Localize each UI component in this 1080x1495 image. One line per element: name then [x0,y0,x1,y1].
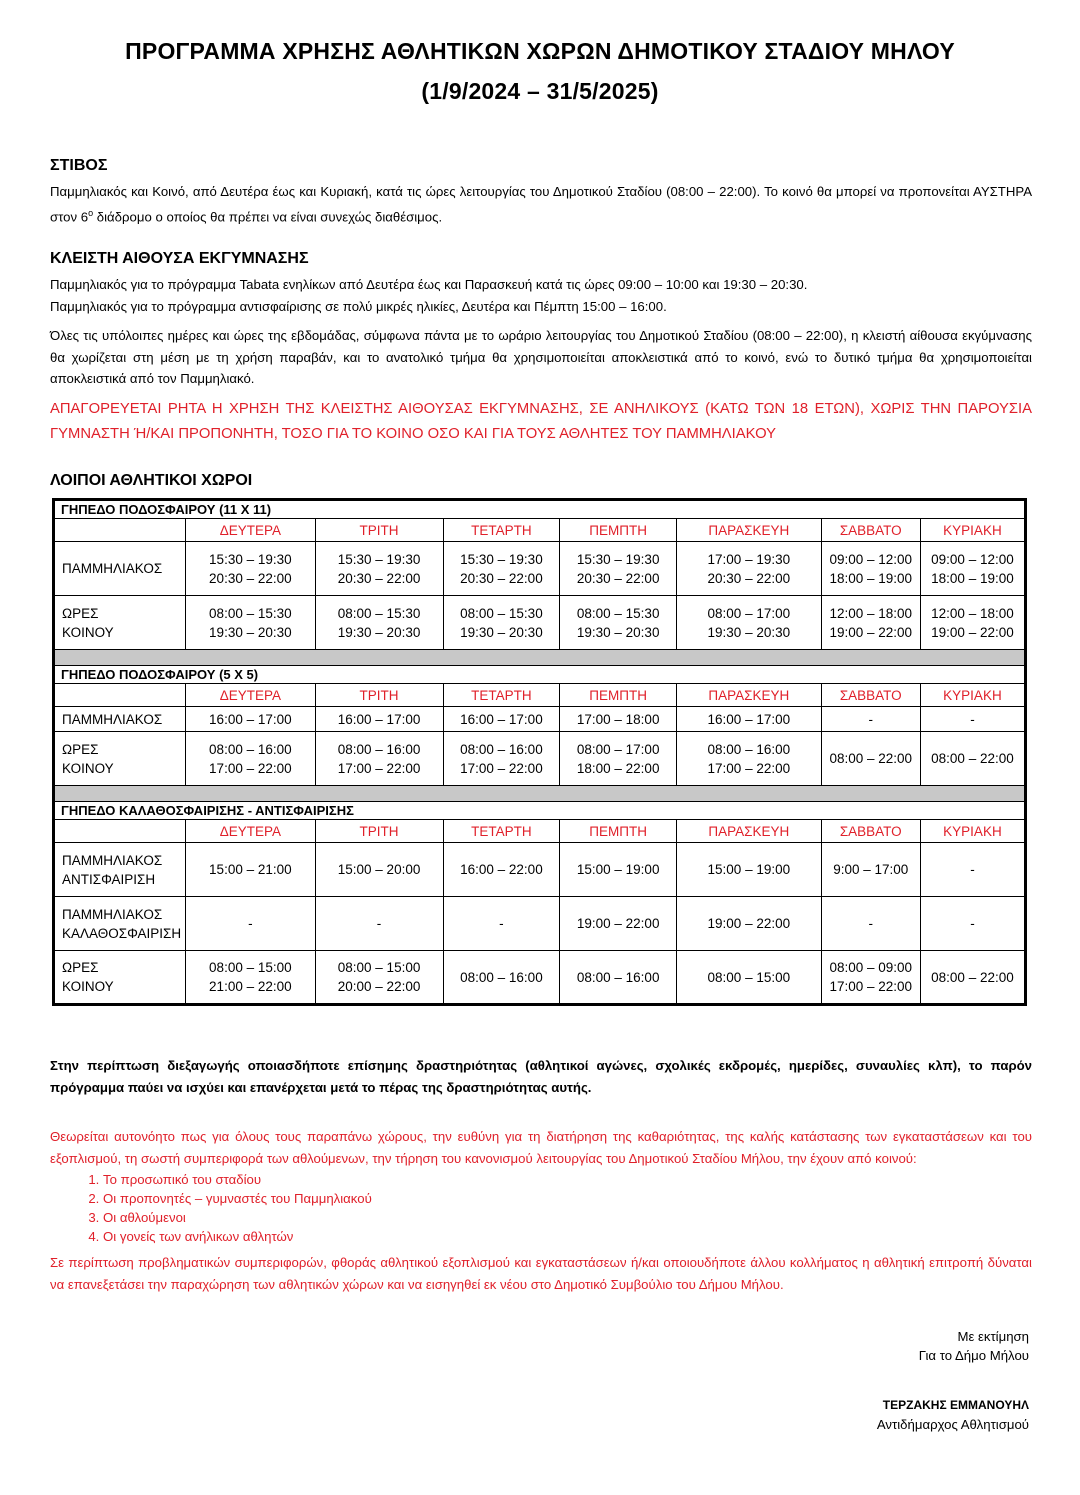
schedule-cell: 08:00 – 15:00 21:00 – 22:00 [186,951,315,1005]
schedule-cell: - [821,707,920,732]
other-facilities-heading: ΛΟΙΠΟΙ ΑΘΛΗΤΙΚΟΙ ΧΩΡΟΙ [50,472,253,489]
table-row [54,542,1026,596]
row-label: ΠΑΜΜΗΛΙΑΚΟΣ [54,707,186,732]
schedule-cell: 12:00 – 18:00 19:00 – 22:00 [920,596,1025,650]
schedule-cell: 08:00 – 16:00 [560,951,677,1005]
day-header: ΣΑΒΒΑΤΟ [821,519,920,542]
signatory-name: ΤΕΡΖΑΚΗΣ ΕΜΜΑΝΟΥΗΛ [882,1398,1029,1412]
schedule-cell: 15:00 – 19:00 [560,843,677,897]
schedule-cell: 15:30 – 19:30 20:30 – 22:00 [186,542,315,596]
schedule-cell: 15:00 – 19:00 [677,843,822,897]
schedule-cell: 17:00 – 18:00 [560,707,677,732]
schedule-cell: 08:00 – 22:00 [920,732,1025,786]
day-header: ΣΑΒΒΑΤΟ [821,684,920,707]
day-header: ΚΥΡΙΑΚΗ [920,684,1025,707]
schedule-cell: 08:00 – 16:00 17:00 – 22:00 [186,732,315,786]
section-title-row [54,500,1026,519]
signature-regards: Με εκτίμηση [957,1329,1029,1344]
day-header: ΠΕΜΠΤΗ [560,820,677,843]
signature-for: Για το Δήμο Μήλου [918,1348,1029,1363]
responsibility-text: Θεωρείται αυτονόητο πως για όλους τους παραπάνω χώρους, την ευθύνη για τη διατήρηση της καθαριότητας, της καλής κατάστασης των εγκαταστάσεων και του εξοπλισμού, τη σωστή συμπεριφορά των αθλούμενων, την τήρηση του κανονισμού λειτουργίας του Δημοτικού Σταδίου Μήλου, την έχουν από κοινού: [50,1129,1032,1166]
schedule-cell: - [920,707,1025,732]
schedule-cell: 08:00 – 15:30 19:30 – 20:30 [186,596,315,650]
facilities-schedule-table [52,498,1027,1006]
section-title: ΓΗΠΕΔΟ ΚΑΛΑΘΟΣΦΑΙΡΙΣΗΣ - ΑΝΤΙΣΦΑΙΡΙΣΗΣ [54,802,1026,820]
schedule-cell: 08:00 – 15:30 19:30 – 20:30 [560,596,677,650]
schedule-cell: 08:00 – 22:00 [821,732,920,786]
document-title: ΠΡΟΓΡΑΜΜΑ ΧΡΗΣΗΣ ΑΘΛΗΤΙΚΩΝ ΧΩΡΩΝ ΔΗΜΟΤΙΚΟΥ ΣΤΑΔΙΟΥ ΜΗΛΟΥ [125,38,955,64]
row-label: ΩΡΕΣ ΚΟΙΝΟΥ [54,596,186,650]
list-item: 3. Οι αθλούμενοι [103,1208,372,1227]
day-header: ΔΕΥΤΕΡΑ [186,820,315,843]
schedule-cell: 17:00 – 19:30 20:30 – 22:00 [677,542,822,596]
schedule-cell: 09:00 – 12:00 18:00 – 19:00 [920,542,1025,596]
day-header: ΤΕΤΑΡΤΗ [443,684,560,707]
day-header: ΔΕΥΤΕΡΑ [186,519,315,542]
official-activity-notice: Στην περίπτωση διεξαγωγής οποιασδήποτε επίσημης δραστηριότητας (αθλητικοί αγώνες, σχολικές εκδρομές, ημερίδες, συναυλίες κλπ), το παρόν πρόγραμμα παύει να ισχύει και επανέρχεται μετά το πέρας της δραστηριότητας αυτής. [50,1058,1032,1095]
days-header-row [54,519,1026,542]
schedule-cell: 08:00 – 15:00 [677,951,822,1005]
document-period: (1/9/2024 – 31/5/2025) [421,78,659,104]
table-row [54,897,1026,951]
schedule-cell: 08:00 – 22:00 [920,951,1025,1005]
stivos-text: Παμμηλιακός και Κοινό, από Δευτέρα έως και Κυριακή, κατά τις ώρες λειτουργίας του Δημοτικού Σταδίου (08:00 – 22:00). Το κοινό θα μπορεί να προπονείται ΑΥΣΤΗΡΑ στον $6^o$ διάδρομο ο οποίος θα πρέπει να είναι συνεχώς διαθέσιμος. [50,184,1032,224]
schedule-cell: - [920,897,1025,951]
section-title-row [54,802,1026,820]
day-header: ΤΡΙΤΗ [315,519,443,542]
schedule-cell: 08:00 – 16:00 17:00 – 22:00 [677,732,822,786]
day-header: ΔΕΥΤΕΡΑ [186,684,315,707]
day-header: ΠΕΜΠΤΗ [560,684,677,707]
day-header: ΚΥΡΙΑΚΗ [920,820,1025,843]
table-row [54,843,1026,897]
schedule-cell: 16:00 – 17:00 [443,707,560,732]
schedule-cell: 16:00 – 22:00 [443,843,560,897]
schedule-cell: 15:00 – 21:00 [186,843,315,897]
row-label: ΩΡΕΣ ΚΟΙΝΟΥ [54,732,186,786]
section-title-row [54,666,1026,684]
schedule-cell: 08:00 – 16:00 17:00 – 22:00 [315,732,443,786]
schedule-cell: - [821,897,920,951]
day-header: ΤΕΤΑΡΤΗ [443,519,560,542]
schedule-cell: - [315,897,443,951]
list-item: 1. Το προσωπικό του σταδίου [103,1170,372,1189]
day-header: ΤΡΙΤΗ [315,684,443,707]
table-row [54,732,1026,786]
schedule-cell: 16:00 – 17:00 [186,707,315,732]
schedule-cell: 08:00 – 15:30 19:30 – 20:30 [315,596,443,650]
schedule-cell: - [920,843,1025,897]
days-header-row [54,684,1026,707]
section-separator [54,650,1026,666]
row-label: ΠΑΜΜΗΛΙΑΚΟΣ ΚΑΛΑΘΟΣΦΑΙΡΙΣΗ [54,897,186,951]
day-header: ΤΕΤΑΡΤΗ [443,820,560,843]
schedule-cell: 15:00 – 20:00 [315,843,443,897]
days-header-row [54,820,1026,843]
schedule-cell: 08:00 – 15:30 19:30 – 20:30 [443,596,560,650]
closing-text: Σε περίπτωση προβληματικών συμπεριφορών, φθοράς αθλητικού εξοπλισμού και εγκαταστάσεων ή/και οποιουδήποτε άλλου κολλήματος η αθλητική επιτροπή δύναται να επανεξετάσει την παραχώρηση των αθλητικών χώρων και να εισηγηθεί εκ νέου στο Δημοτικό Συμβούλιο του Δήμου Μήλου. [50,1255,1032,1292]
schedule-cell: 08:00 – 16:00 [443,951,560,1005]
schedule-cell: 19:00 – 22:00 [560,897,677,951]
gym-tennis-line: Παμμηλιακός για το πρόγραμμα αντισφαίρισης σε πολύ μικρές ηλικίες, Δευτέρα και Πέμπτη 15:00 – 16:00. [50,299,667,314]
list-item: 4. Οι γονείς των ανήλικων αθλητών [103,1227,372,1246]
day-header: ΣΑΒΒΑΤΟ [821,820,920,843]
table-row [54,596,1026,650]
row-label: ΠΑΜΜΗΛΙΑΚΟΣ [54,542,186,596]
section-title: ΓΗΠΕΔΟ ΠΟΔΟΣΦΑΙΡΟΥ (11 Χ 11) [54,500,1026,519]
section-separator [54,786,1026,802]
schedule-cell: - [186,897,315,951]
row-label: ΠΑΜΜΗΛΙΑΚΟΣ ΑΝΤΙΣΦΑΙΡΙΣΗ [54,843,186,897]
gym-warning: ΑΠΑΓΟΡΕΥΕΤΑΙ ΡΗΤΑ Η ΧΡΗΣΗ ΤΗΣ ΚΛΕΙΣΤΗΣ ΑΙΘΟΥΣΑΣ ΕΚΓΥΜΝΑΣΗΣ, ΣΕ ΑΝΗΛΙΚΟΥΣ (ΚΑΤΩ ΤΩΝ 18 ΕΤΩΝ), ΧΩΡΙΣ ΤΗΝ ΠΑΡΟΥΣΙΑ ΓΥΜΝΑΣΤΗ Ή/ΚΑΙ ΠΡΟΠΟΝΗΤΗ, ΤΟΣΟ ΓΙΑ ΤΟ ΚΟΙΝΟ ΟΣΟ ΚΑΙ ΓΙΑ ΤΟΥΣ ΑΘΛΗΤΕΣ ΤΟΥ ΠΑΜΜΗΛΙΑΚΟΥ [50,401,1032,442]
day-header: ΤΡΙΤΗ [315,820,443,843]
schedule-cell: 15:30 – 19:30 20:30 – 22:00 [560,542,677,596]
schedule-cell: 09:00 – 12:00 18:00 – 19:00 [821,542,920,596]
schedule-cell: 15:30 – 19:30 20:30 – 22:00 [443,542,560,596]
row-label: ΩΡΕΣ ΚΟΙΝΟΥ [54,951,186,1005]
schedule-cell: 19:00 – 22:00 [677,897,822,951]
schedule-cell: 08:00 – 17:00 19:30 – 20:30 [677,596,822,650]
day-header: ΠΑΡΑΣΚΕΥΗ [677,820,822,843]
gym-paragraph: Όλες τις υπόλοιπες ημέρες και ώρες της εβδομάδας, σύμφωνα πάντα με το ωράριο λειτουργίας του Δημοτικού Σταδίου (08:00 – 22:00), η κλειστή αίθουσα εκγύμνασης θα χωρίζεται στη μέση με τη χρήση παραβάν, και το ανατολικό τμήμα θα χρησιμοποιείται αποκλειστικά από το κοινό, ενώ το δυτικό τμήμα θα χρησιμοποιείται αποκλειστικά από τον Παμμηλιακό. [50,328,1032,386]
day-header: ΠΑΡΑΣΚΕΥΗ [677,519,822,542]
day-header: ΚΥΡΙΑΚΗ [920,519,1025,542]
day-header: ΠΑΡΑΣΚΕΥΗ [677,684,822,707]
schedule-cell: 12:00 – 18:00 19:00 – 22:00 [821,596,920,650]
day-header: ΠΕΜΠΤΗ [560,519,677,542]
schedule-cell: 08:00 – 15:00 20:00 – 22:00 [315,951,443,1005]
schedule-cell: 15:30 – 19:30 20:30 – 22:00 [315,542,443,596]
gym-tabata-line: Παμμηλιακός για το πρόγραμμα Tabata ενηλίκων από Δευτέρα έως και Παρασκευή κατά τις ώρες 09:00 – 10:00 και 19:30 – 20:30. [50,277,808,292]
section-title: ΓΗΠΕΔΟ ΠΟΔΟΣΦΑΙΡΟΥ (5 Χ 5) [54,666,1026,684]
stivos-heading: ΣΤΙΒΟΣ [50,157,108,174]
schedule-cell: 9:00 – 17:00 [821,843,920,897]
signatory-role: Αντιδήμαρχος Αθλητισμού [876,1417,1029,1432]
schedule-cell: 08:00 – 17:00 18:00 – 22:00 [560,732,677,786]
schedule-cell: 08:00 – 16:00 17:00 – 22:00 [443,732,560,786]
schedule-cell: 16:00 – 17:00 [677,707,822,732]
schedule-cell: - [443,897,560,951]
table-row [54,951,1026,1005]
responsible-parties-list [50,1170,372,1246]
gym-heading: ΚΛΕΙΣΤΗ ΑΙΘΟΥΣΑ ΕΚΓΥΜΝΑΣΗΣ [50,250,309,267]
schedule-cell: 08:00 – 09:00 17:00 – 22:00 [821,951,920,1005]
table-row [54,707,1026,732]
list-item: 2. Οι προπονητές – γυμναστές του Παμμηλιακού [103,1189,372,1208]
schedule-cell: 16:00 – 17:00 [315,707,443,732]
